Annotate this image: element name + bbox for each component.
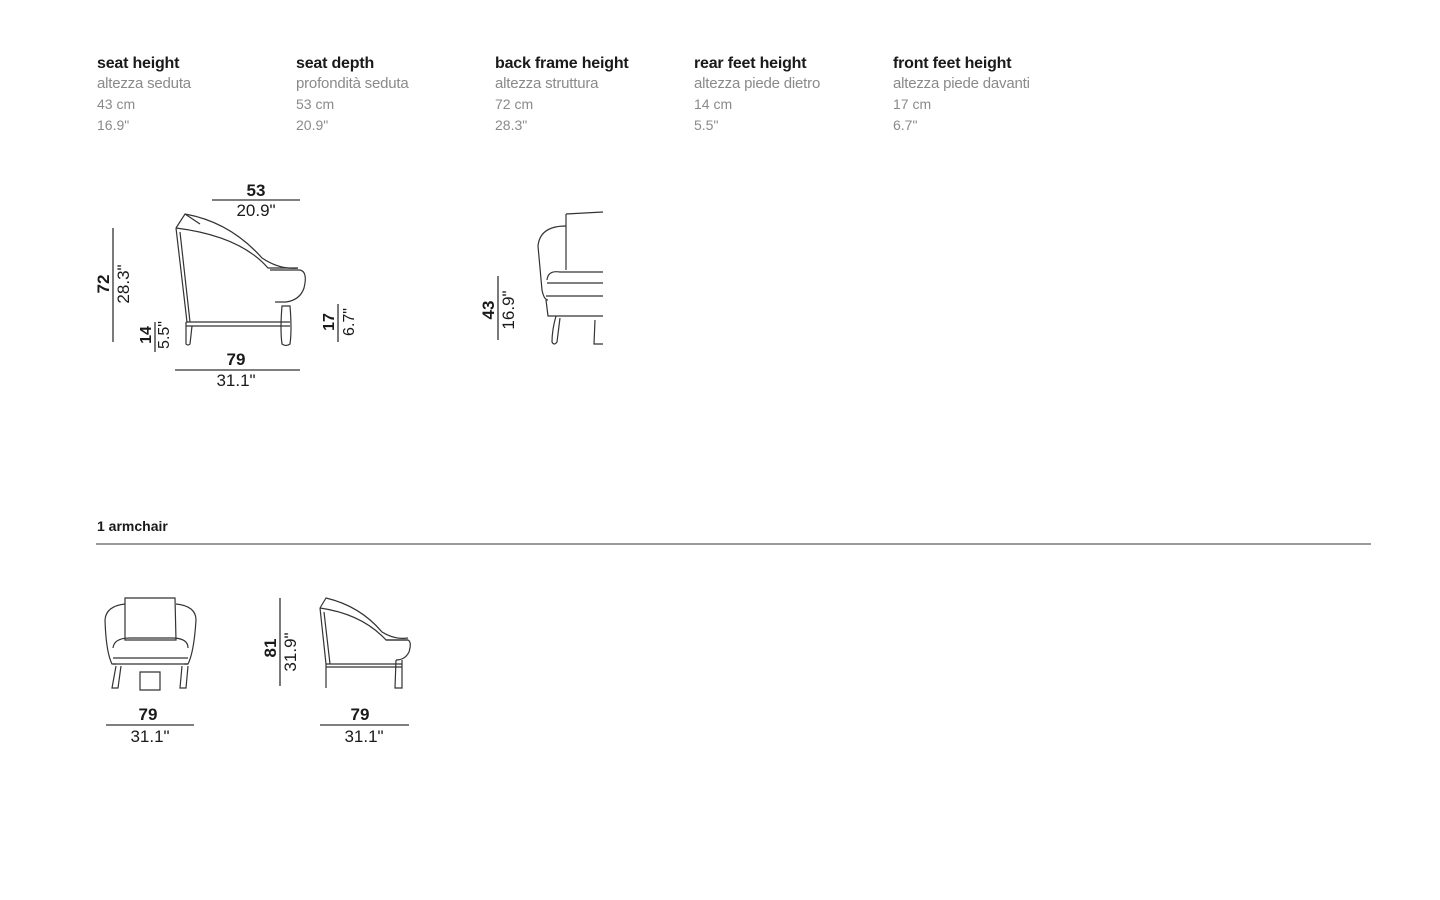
- side-height-cm: 72: [94, 274, 113, 294]
- spec-value-in: 20.9": [296, 117, 329, 133]
- section-title: 1 armchair: [97, 518, 168, 534]
- armchair-side-height-cm: 81: [261, 638, 280, 658]
- armchair-front-drawing: [105, 598, 196, 690]
- spec-subtitle: altezza seduta: [97, 75, 191, 92]
- spec-subtitle: altezza piede dietro: [694, 75, 821, 92]
- spec-subtitle: profondità seduta: [296, 75, 409, 92]
- rear-feet-in: 5.5": [156, 321, 173, 349]
- spec-subtitle: altezza piede davanti: [893, 75, 1030, 92]
- section-divider: [96, 543, 1371, 545]
- spec-title: seat depth: [296, 55, 375, 72]
- front-feet-cm: 17: [321, 313, 338, 331]
- side-depth-cm: 53: [246, 181, 266, 200]
- spec-value-cm: 53 cm: [296, 96, 335, 112]
- spec-subtitle: altezza struttura: [495, 75, 599, 92]
- side-width-in: 31.1": [216, 371, 256, 390]
- side-height-in: 28.3": [114, 264, 133, 304]
- spec-title: rear feet height: [694, 55, 807, 72]
- armchair-front-width-in: 31.1": [130, 727, 170, 746]
- rear-feet-cm: 14: [138, 326, 155, 344]
- side-width-cm: 79: [226, 350, 246, 369]
- spec-value-in: 6.7": [893, 117, 918, 133]
- spec-value-cm: 14 cm: [694, 96, 733, 112]
- spec-value-cm: 43 cm: [97, 96, 136, 112]
- spec-title: seat height: [97, 55, 180, 72]
- spec-title: front feet height: [893, 55, 1012, 72]
- armchair-side-height-in: 31.9": [281, 632, 300, 672]
- front-partial-view-drawing: [538, 212, 603, 344]
- side-depth-in: 20.9": [236, 201, 276, 220]
- spec-value-in: 28.3": [495, 117, 528, 133]
- front-seat-height-cm: 43: [479, 300, 498, 320]
- side-view-drawing: [176, 214, 305, 346]
- armchair-side-drawing: [320, 598, 410, 688]
- spec-value-cm: 17 cm: [893, 96, 932, 112]
- front-seat-height-in: 16.9": [499, 290, 518, 330]
- spec-value-cm: 72 cm: [495, 96, 534, 112]
- spec-value-in: 16.9": [97, 117, 130, 133]
- front-feet-in: 6.7": [341, 308, 358, 336]
- armchair-side-width-cm: 79: [350, 705, 370, 724]
- armchair-front-width-cm: 79: [138, 705, 158, 724]
- spec-value-in: 5.5": [694, 117, 719, 133]
- armchair-side-width-in: 31.1": [344, 727, 384, 746]
- spec-title: back frame height: [495, 55, 629, 72]
